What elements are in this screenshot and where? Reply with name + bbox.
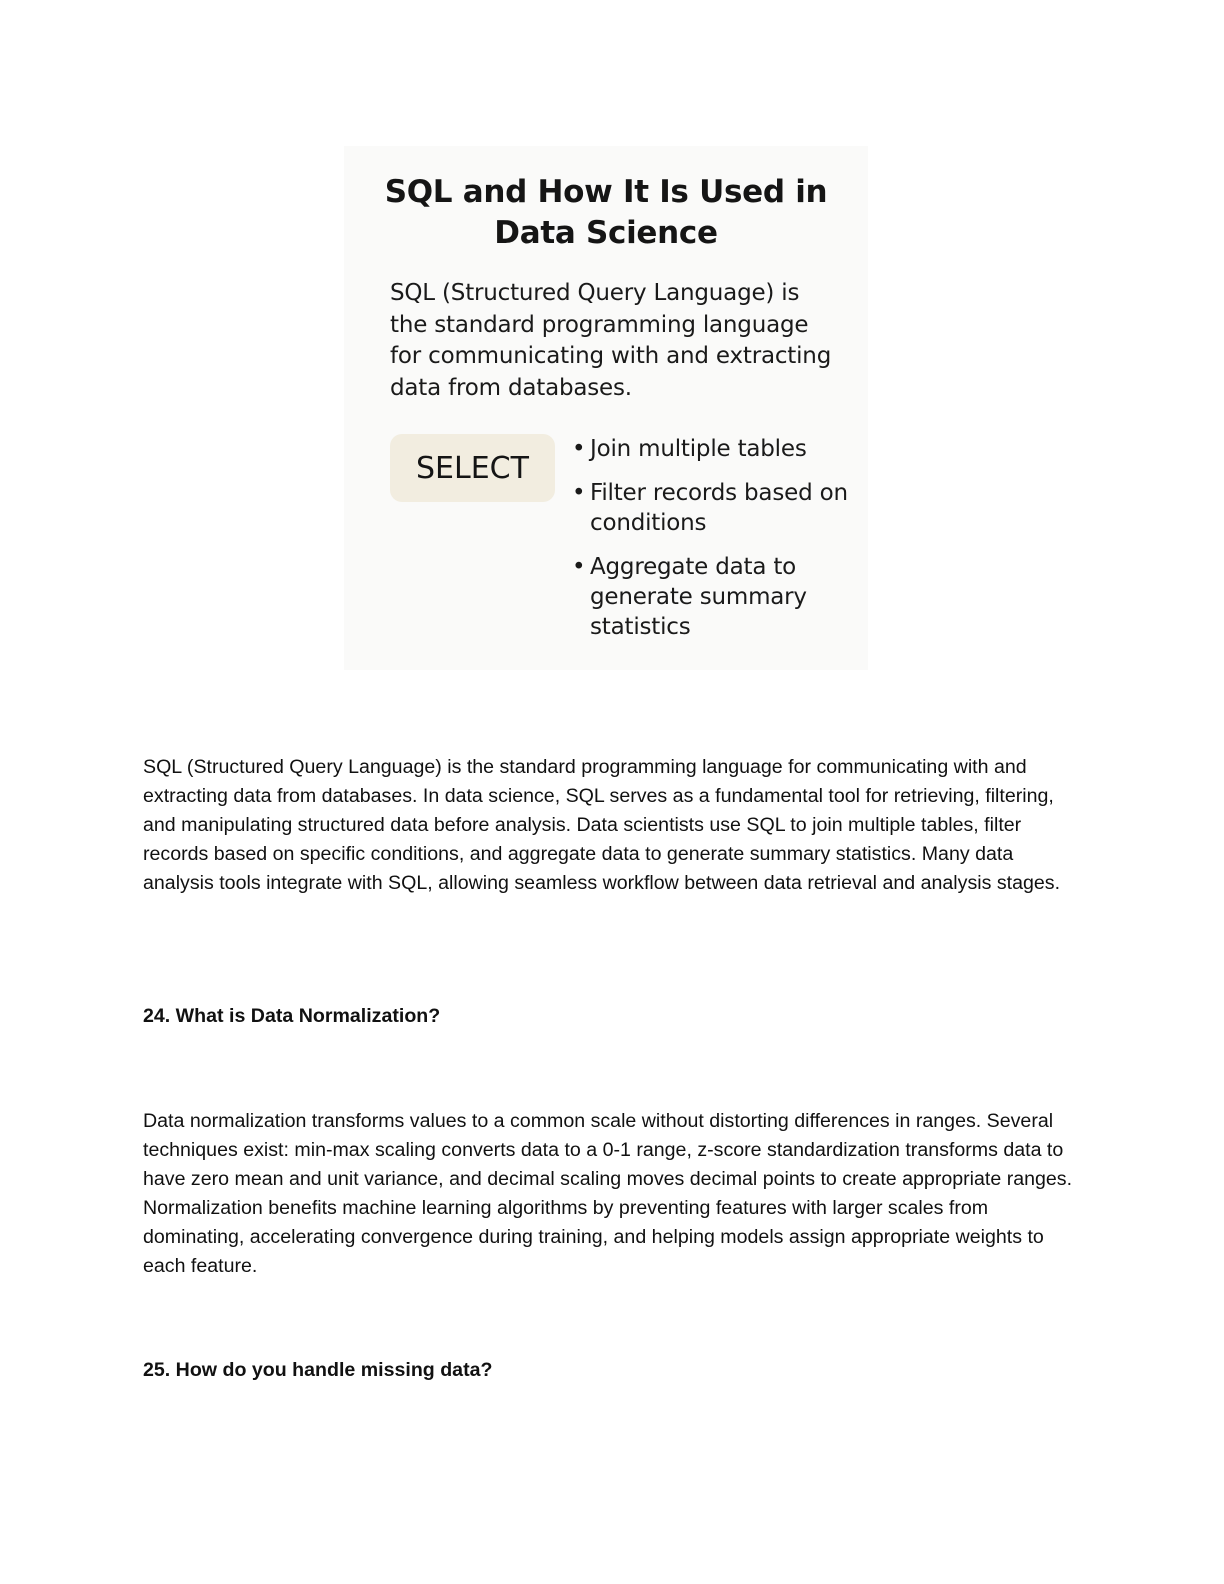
question-24-heading: 24. What is Data Normalization? xyxy=(143,1005,441,1027)
bullet-dot-icon: • xyxy=(572,554,586,580)
bullet-text: Filter records based on conditions xyxy=(590,480,848,536)
question-25-heading: 25. How do you handle missing data? xyxy=(143,1359,493,1381)
bullet-dot-icon: • xyxy=(572,436,586,462)
bullet-text: Join multiple tables xyxy=(590,436,807,462)
bullet-item-filter xyxy=(570,478,850,538)
bullet-item-aggregate xyxy=(570,552,850,642)
infographic-bullet-list xyxy=(570,434,850,656)
sql-paragraph: SQL (Structured Query Language) is the standard programming language for communicating with and extracting data from databases. In data science, SQL serves as a fundamental tool for retrieving, filtering, and manipulating structured data before analysis. Data scientists use SQL to join multiple tables, filter records based on specific conditions, and aggregate data to generate summary statistics. Many data analysis tools integrate with SQL, allowing seamless workflow between data retrieval and analysis stages. xyxy=(143,756,1061,894)
infographic-title xyxy=(344,172,868,254)
bullet-text: Aggregate data to generate summary statistics xyxy=(590,554,807,640)
sql-infographic xyxy=(344,146,868,670)
select-keyword-badge: SELECT xyxy=(390,434,555,502)
bullet-dot-icon: • xyxy=(572,480,586,506)
infographic-title-line-2: Data Science xyxy=(494,215,718,251)
infographic-description: SQL (Structured Query Language) is the standard programming language for communicating with and extracting data from databases. xyxy=(390,280,832,401)
infographic-title-line-1: SQL and How It Is Used in xyxy=(384,174,828,210)
bullet-item-join xyxy=(570,434,850,464)
normalization-paragraph: Data normalization transforms values to a common scale without distorting differences in ranges. Several techniques exist: min-max scaling converts data to a 0-1 range, z-score standardization transforms data to have zero mean and unit variance, and decimal scaling moves decimal points to create appropriate ranges. Normalization benefits machine learning algorithms by preventing features with larger scales from dominating, accelerating convergence during training, and helping models assign appropriate weights to each feature. xyxy=(143,1110,1073,1277)
